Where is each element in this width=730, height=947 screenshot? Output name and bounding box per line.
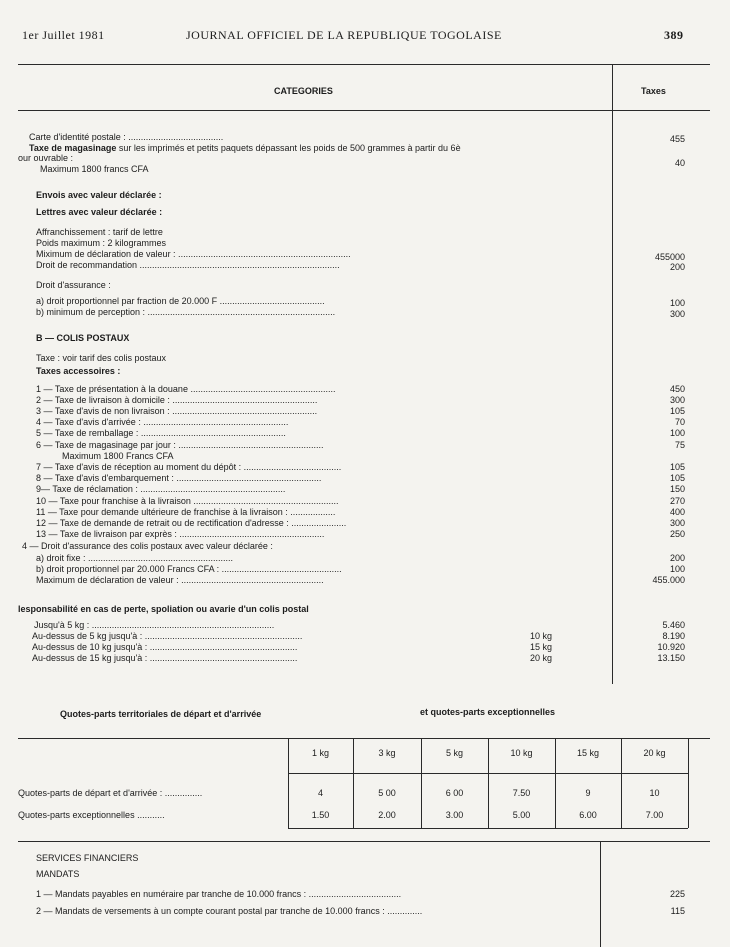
colis-item-value: 300 — [669, 395, 685, 405]
carte-identite-value: 455 — [669, 134, 685, 144]
mandats-versements: 2 — Mandats de versements à un compte courant postal par tranche de 10.000 francs : .............. — [36, 906, 423, 916]
colis-item-value: 100 — [669, 428, 685, 438]
column-divider — [612, 64, 613, 684]
quotes-cell: 3.00 — [445, 810, 464, 820]
colis-item-label: 13 — Taxe de livraison par exprès : .......................................................... — [36, 529, 325, 539]
quotes-column-header: 3 kg — [378, 748, 396, 758]
quotes-cell: 7.50 — [512, 788, 531, 798]
colis-item-label: Maximum de déclaration de valeur : ......................................................... — [36, 575, 324, 585]
quotes-row1-label: Quotes-parts de départ et d'arrivée : ............... — [18, 788, 203, 798]
quotes-cell: 5.00 — [512, 810, 531, 820]
maximum-declaration: Miximum de déclaration de valeur : ..................................................................... — [36, 249, 351, 259]
quotes-column-header: 1 kg — [311, 748, 329, 758]
mandats-versements-value: 115 — [670, 906, 685, 916]
droit-recommandation-value: 200 — [669, 262, 685, 272]
quotes-cell: 7.00 — [645, 810, 664, 820]
colis-item-label: 2 — Taxe de livraison à domicile : .......................................................... — [36, 395, 318, 405]
droit-proportionnel-value: 100 — [669, 298, 685, 308]
colis-item-value: 105 — [669, 462, 685, 472]
responsabilite-row-value: 13.150 — [657, 653, 685, 663]
mandats-numeraire: 1 — Mandats payables en numéraire par tranche de 10.000 francs : ..................................... — [36, 889, 402, 899]
quotes-column-header: 5 kg — [445, 748, 463, 758]
colis-item-label: 9— Taxe de réclamation : .......................................................... — [36, 484, 286, 494]
colis-item-value: 105 — [669, 406, 685, 416]
colis-item-label: 7 — Taxe d'avis de réception au moment du dépôt : ....................................... — [36, 462, 342, 472]
taxe-magasinage-line2: our ouvrable : — [18, 153, 74, 163]
taxe-magasinage-bold: Taxe de magasinage — [29, 143, 117, 153]
colis-item-value: 100 — [669, 564, 685, 574]
quotes-top-rule — [18, 738, 710, 739]
quotes-title-left: Quotes-parts territoriales de départ et d'arrivée — [60, 709, 262, 719]
mandats-numeraire-value: 225 — [669, 889, 685, 899]
taxe-magasinage-line — [29, 143, 461, 154]
colis-item-label: 4 — Droit d'assurance des colis postaux avec valeur déclarée : — [22, 541, 273, 551]
quotes-column-rule — [421, 738, 422, 828]
colis-item-label: Maximum 1800 Francs CFA — [62, 451, 174, 461]
quotes-column-header: 10 kg — [510, 748, 533, 758]
quotes-cell: 9 — [585, 788, 591, 798]
colis-item-label: 1 — Taxe de présentation à la douane .......................................................... — [36, 384, 336, 394]
quotes-cell: 5 00 — [378, 788, 396, 798]
responsabilite-row-upto: 10 kg — [530, 631, 553, 641]
colis-item-value: 75 — [674, 440, 685, 450]
maximum-declaration-value: 455000 — [654, 252, 685, 262]
header-date: 1er Juillet 1981 — [22, 28, 105, 42]
colis-item-label: 11 — Taxe pour demande ultérieure de franchise à la livraison : .................. — [36, 507, 336, 517]
colis-item-value: 200 — [669, 553, 685, 563]
colis-item-label: 8 — Taxe d'avis d'embarquement : .......................................................... — [36, 473, 322, 483]
quotes-column-rule — [288, 738, 289, 828]
quotes-column-header: 15 kg — [576, 748, 600, 758]
responsabilite-row-value: 5.460 — [662, 620, 685, 630]
colis-item-label: 10 — Taxe pour franchise à la livraison .......................................................... — [36, 496, 339, 506]
colis-item-value: 270 — [669, 496, 685, 506]
droit-recommandation: Droit de recommandation ................................................................................ — [36, 260, 340, 270]
responsabilite-row-label: Au-dessus de 10 kg jusqu'à : ........................................................... — [32, 642, 298, 652]
quotes-title-right: et quotes-parts exceptionnelles — [420, 707, 556, 717]
colis-item-label: 6 — Taxe de magasinage par jour : .......................................................... — [36, 440, 324, 450]
mandats-title: MANDATS — [36, 869, 80, 879]
responsabilite-row-value: 8.190 — [662, 631, 685, 641]
minimum-perception: b) minimum de perception : ........................................................................... — [36, 307, 336, 317]
services-top-rule — [18, 841, 710, 842]
taxe-magasinage-max: Maximum 1800 francs CFA — [40, 164, 149, 174]
colis-item-label: a) droit fixe : .......................................................... — [36, 553, 234, 563]
responsabilite-row-value: 10.920 — [657, 642, 685, 652]
responsabilite-row-label: Jusqu'à 5 kg : ......................................................................... — [34, 620, 275, 630]
taxe-tarif: Taxe : voir tarif des colis postaux — [36, 353, 167, 363]
quotes-column-rule — [353, 738, 354, 828]
colis-item-label: 12 — Taxe de demande de retrait ou de rectification d'adresse : ...................... — [36, 518, 347, 528]
taxes-accessoires-title: Taxes accessoires : — [36, 366, 121, 376]
lettres-title: Lettres avec valeur déclarée : — [36, 207, 163, 217]
envois-title: Envois avec valeur déclarée : — [36, 190, 162, 200]
colis-item-value: 250 — [669, 529, 685, 539]
quotes-bottom-rule — [288, 828, 688, 829]
quotes-column-rule — [621, 738, 622, 828]
page-number: 389 — [664, 28, 684, 42]
colis-item-value: 300 — [669, 518, 685, 528]
services-column-divider — [600, 841, 601, 947]
quotes-cell: 1.50 — [311, 810, 330, 820]
services-title: SERVICES FINANCIERS — [36, 853, 139, 863]
affranchissement: Affranchissement : tarif de lettre — [36, 227, 163, 237]
taxe-magasinage-value: 40 — [674, 158, 685, 168]
colis-item-value: 70 — [674, 417, 685, 427]
responsabilite-row-label: Au-dessus de 15 kg jusqu'à : ........................................................... — [32, 653, 298, 663]
responsabilite-row-label: Au-dessus de 5 kg jusqu'à : ............................................................... — [32, 631, 303, 641]
quotes-row2-label: Quotes-parts exceptionnelles ........... — [18, 810, 165, 820]
colis-item-label: 5 — Taxe de remballage : .......................................................... — [36, 428, 286, 438]
col-taxes-header: Taxes — [641, 86, 666, 96]
quotes-cell: 4 — [317, 788, 323, 798]
quotes-cell: 2.00 — [378, 810, 396, 820]
top-rule — [18, 64, 710, 65]
colis-item-value: 450 — [669, 384, 685, 394]
quotes-cell: 6.00 — [579, 810, 597, 820]
colis-item-label: b) droit proportionnel par 20.000 Francs CFA : ................................................ — [36, 564, 342, 574]
col-categories-header: CATEGORIES — [274, 86, 333, 96]
quotes-column-rule — [688, 738, 689, 828]
quotes-cell: 6 00 — [445, 788, 464, 798]
responsabilite-row-upto: 15 kg — [530, 642, 553, 652]
colis-postaux-title: B — COLIS POSTAUX — [36, 333, 130, 343]
quotes-column-header: 20 kg — [643, 748, 666, 758]
carte-identite-label: Carte d'identité postale : ...................................... — [29, 132, 224, 142]
colis-item-label: 4 — Taxe d'avis d'arrivée : .......................................................... — [36, 417, 289, 427]
quotes-column-rule — [555, 738, 556, 828]
colis-item-value: 105 — [669, 473, 685, 483]
quotes-cell: 10 — [649, 788, 660, 798]
colis-item-value: 455.000 — [652, 575, 685, 585]
responsabilite-row-upto: 20 kg — [530, 653, 553, 663]
droit-proportionnel: a) droit proportionnel par fraction de 20.000 F .......................................... — [36, 296, 325, 306]
colis-item-value: 150 — [669, 484, 685, 494]
colis-item-label: 3 — Taxe d'avis de non livraison : .......................................................... — [36, 406, 318, 416]
colis-item-value: 400 — [669, 507, 685, 517]
header-underline — [18, 110, 710, 111]
droit-assurance: Droit d'assurance : — [36, 280, 111, 290]
journal-title: JOURNAL OFFICIEL DE LA REPUBLIQUE TOGOLAISE — [186, 28, 502, 42]
poids-maximum: Poids maximum : 2 kilogrammes — [36, 238, 167, 248]
taxe-magasinage-text: sur les imprimés et petits paquets dépassant les poids de 500 grammes à partir du 6è — [118, 143, 461, 153]
minimum-perception-value: 300 — [669, 309, 685, 319]
quotes-column-rule — [488, 738, 489, 828]
responsabilite-title: lesponsabilité en cas de perte, spoliation ou avarie d'un colis postal — [18, 604, 309, 614]
